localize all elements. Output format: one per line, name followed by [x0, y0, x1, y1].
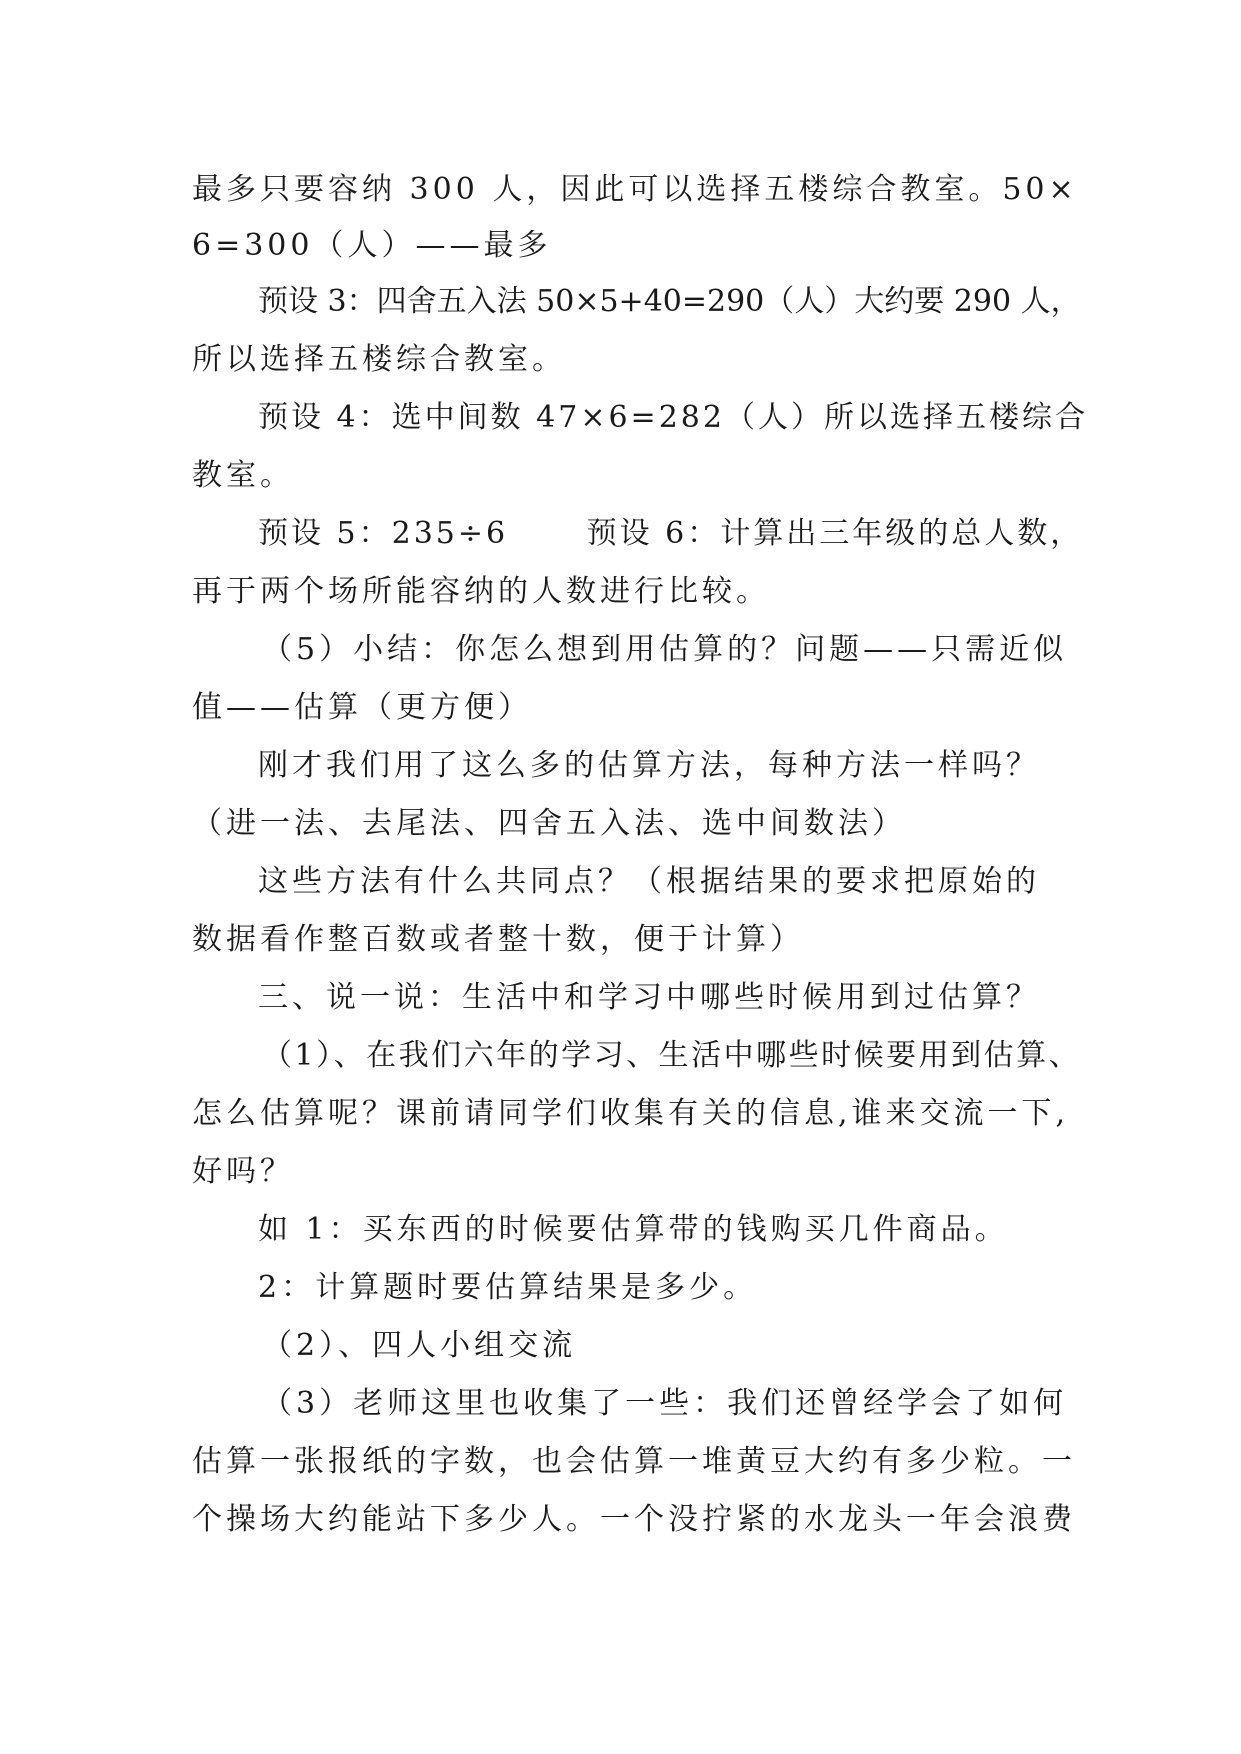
- text-line: （5）小结：你怎么想到用估算的？问题——只需近似: [262, 632, 1068, 667]
- text-line: 预设 4：选中间数 47×6=282（人）所以选择五楼综合: [258, 400, 1088, 435]
- text-line: 数据看作整百数或者整十数，便于计算）: [192, 922, 804, 957]
- text-line: 教室。: [192, 458, 294, 493]
- text-line: 再于两个场所能容纳的人数进行比较。: [192, 574, 770, 609]
- text-line: 值——估算（更方便）: [192, 690, 532, 725]
- text-line: 2：计算题时要估算结果是多少。: [258, 1270, 758, 1305]
- text-line: 好吗？: [192, 1154, 294, 1189]
- text-line: 个操场大约能站下多少人。一个没拧紧的水龙头一年会浪费: [192, 1502, 1076, 1537]
- text-line: （进一法、去尾法、四舍五入法、选中间数法）: [192, 806, 906, 841]
- text-line: 三、说一说：生活中和学习中哪些时候用到过估算？: [258, 980, 1040, 1015]
- text-line: （1）、在我们六年的学习、生活中哪些时候要用到估算、: [262, 1038, 1082, 1073]
- text-line: 这些方法有什么共同点？（根据结果的要求把原始的: [258, 864, 1040, 899]
- text-line: 如 1：买东西的时候要估算带的钱购买几件商品。: [258, 1212, 1009, 1247]
- text-line: 所以选择五楼综合教室。: [192, 342, 566, 377]
- text-line: 最多只要容纳 300 人，因此可以选择五楼综合教室。50×: [192, 172, 1078, 207]
- text-line: 怎么估算呢？课前请同学们收集有关的信息,谁来交流一下,: [192, 1096, 1070, 1131]
- text-line: 估算一张报纸的字数，也会估算一堆黄豆大约有多少粒。一: [192, 1444, 1076, 1479]
- text-line: 6=300（人）——最多: [192, 228, 552, 263]
- text-line: 预设 5：235÷6 预设 6：计算出三年级的总人数，: [258, 516, 1084, 551]
- text-line: （3）老师这里也收集了一些：我们还曾经学会了如何: [262, 1386, 1068, 1421]
- text-line: （2）、四人小组交流: [262, 1328, 577, 1363]
- text-line: 刚才我们用了这么多的估算方法，每种方法一样吗？: [258, 748, 1040, 783]
- text-line: 预设 3：四舍五入法 50×5+40=290（人）大约要 290 人，: [258, 284, 1081, 319]
